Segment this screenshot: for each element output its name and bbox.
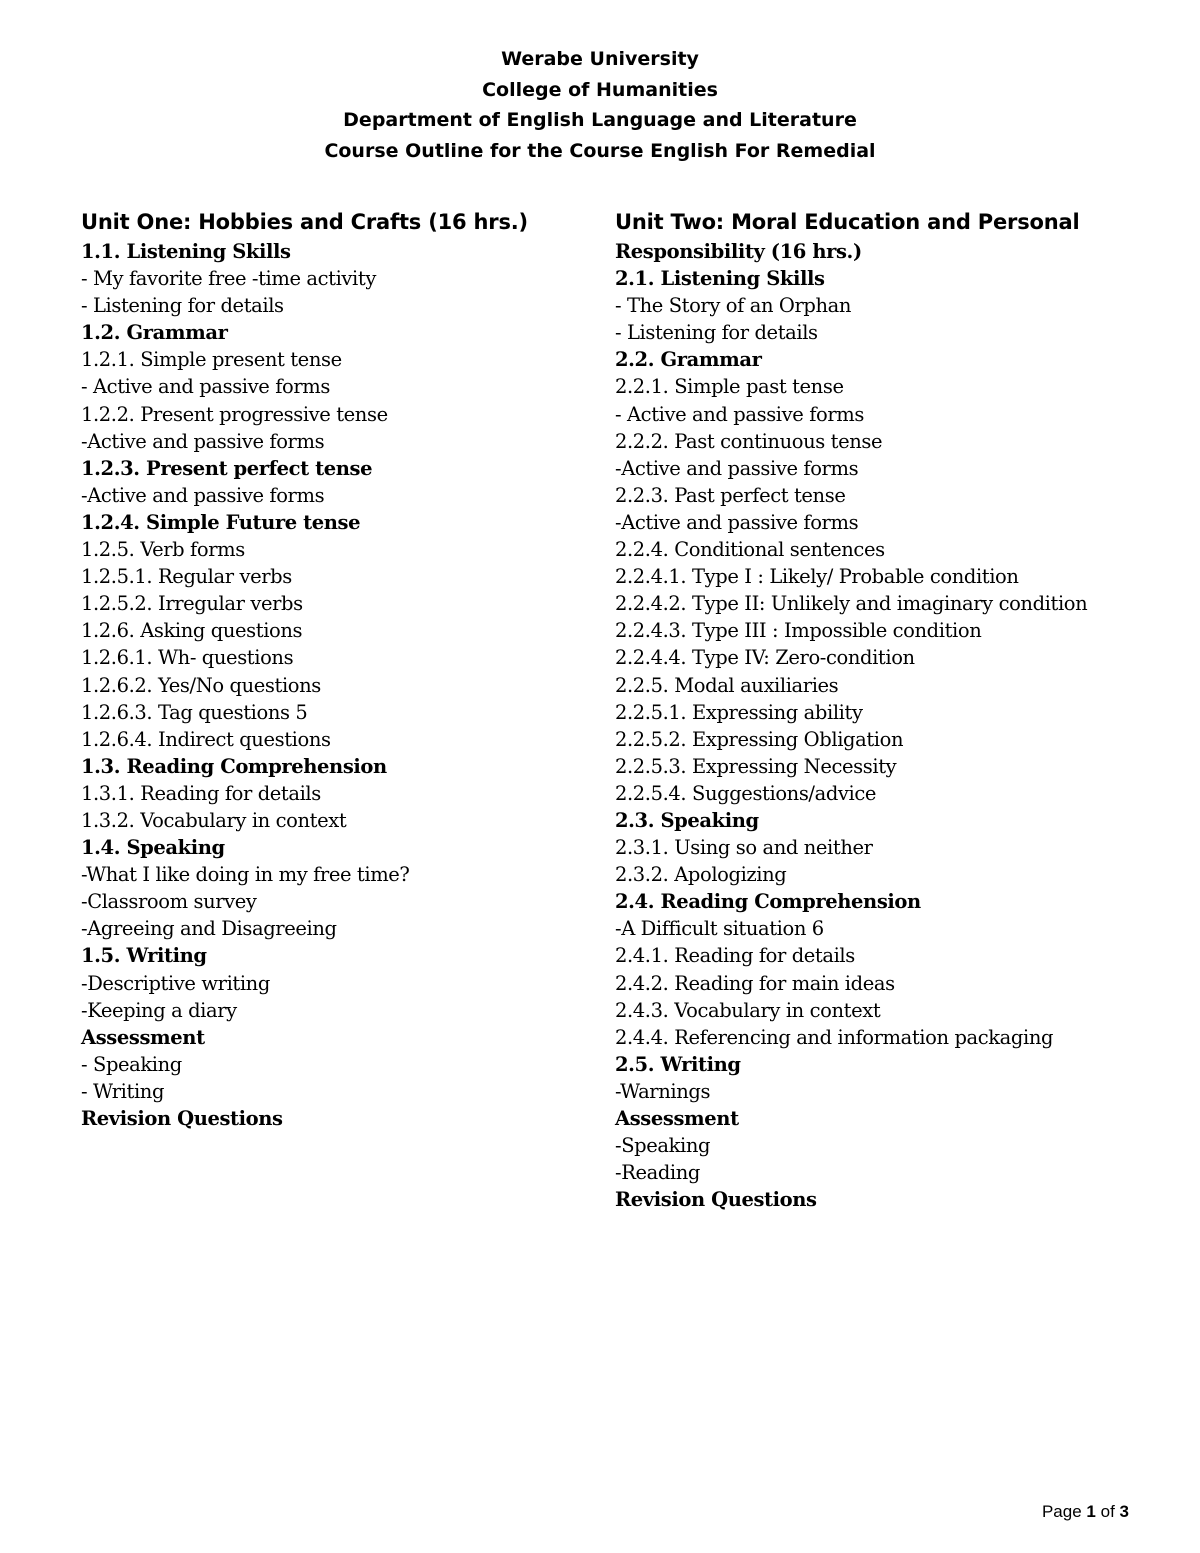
topic-item: -Warnings [615,1079,711,1103]
topic-item: -Speaking [615,1134,711,1158]
section-heading: Revision Questions [81,1107,283,1130]
topic-item: - Writing [81,1079,165,1103]
page-label: Page [1041,1502,1082,1521]
topic-item: -What I like doing in my free time? [81,863,410,887]
topic-item: 1.2.2. Present progressive tense [81,402,388,426]
topic-item: -Keeping a diary [81,998,237,1022]
section-heading: Assessment [615,1107,739,1130]
topic-item: -Active and passive forms [81,483,325,507]
topic-item: 2.2.3. Past perfect tense [615,483,846,507]
topic-item: 2.2.5. Modal auxiliaries [615,673,839,697]
topic-item: 2.2.5.3. Expressing Necessity [615,754,897,778]
topic-item: -Active and passive forms [615,456,859,480]
topic-item: 1.2.6.3. Tag questions 5 [81,700,308,724]
unit-two-topics [615,238,1175,1213]
topic-item: 2.2.4.2. Type II: Unlikely and imaginary condition [615,592,1088,616]
topic-item: 2.2.5.2. Expressing Obligation [615,727,904,751]
department-name: Department of English Language and Literature [343,109,857,131]
section-heading: 2.2. Grammar [615,348,762,372]
topic-item: 2.2.1. Simple past tense [615,375,844,399]
topic-item: - Active and passive forms [615,402,864,426]
topic-item: 2.2.4.4. Type IV: Zero-condition [615,646,915,670]
section-heading: 1.2.3. Present perfect tense [81,456,373,480]
topic-item: 2.2.4.1. Type I : Likely/ Probable condition [615,565,1019,589]
page-number: 1 [1086,1502,1096,1521]
topic-item: 2.2.4. Conditional sentences [615,538,885,562]
topic-item: 2.2.5.1. Expressing ability [615,700,863,724]
section-heading: 2.3. Speaking [615,808,759,832]
topic-item: -Classroom survey [81,890,257,914]
section-heading: 1.4. Speaking [81,836,225,860]
topic-item: 2.2.5.4. Suggestions/advice [615,781,877,805]
topic-item: 1.2.6. Asking questions [81,619,303,643]
section-heading: Responsibility (16 hrs.) [615,240,862,263]
topic-item: -Descriptive writing [81,971,270,995]
topic-item: - The Story of an Orphan [615,294,852,318]
topic-item: - Listening for details [81,294,284,318]
unit-one-topics [81,238,601,1132]
topic-item: 2.4.2. Reading for main ideas [615,971,895,995]
university-name: Werabe University [501,48,699,70]
topic-item: 2.2.4.3. Type III : Impossible condition [615,619,982,643]
section-heading: 1.5. Writing [81,944,207,968]
section-heading: 1.2. Grammar [81,321,228,345]
college-name: College of Humanities [482,78,718,101]
topic-item: -A Difficult situation 6 [615,917,824,941]
topic-item: - My favorite free -time activity [81,267,376,291]
unit-two-title: Unit Two: Moral Education and Personal [615,210,1080,234]
document-header [0,44,1200,166]
topic-item: 2.3.2. Apologizing [615,863,787,887]
topic-item: - Active and passive forms [81,375,330,399]
unit-two-column [615,206,1175,1213]
topic-item: 1.2.5.1. Regular verbs [81,565,292,589]
topic-item: 1.2.5. Verb forms [81,538,245,562]
unit-one-column [81,206,601,1132]
section-heading: 2.4. Reading Comprehension [615,890,921,914]
topic-item: 1.2.6.2. Yes/No questions [81,673,321,697]
topic-item: 2.4.1. Reading for details [615,944,855,968]
topic-item: -Reading [615,1161,700,1185]
section-heading: Assessment [81,1025,205,1049]
topic-item: - Speaking [81,1052,182,1076]
page-total: 3 [1119,1502,1129,1521]
topic-item: 2.4.3. Vocabulary in context [615,998,881,1022]
unit-one-title: Unit One: Hobbies and Crafts (16 hrs.) [81,210,528,234]
section-heading: 2.5. Writing [615,1052,741,1076]
section-heading: Revision Questions [615,1188,817,1212]
topic-item: 1.2.5.2. Irregular verbs [81,592,303,616]
topic-item: 1.3.2. Vocabulary in context [81,808,347,832]
page-footer [1042,1502,1129,1522]
of-label: of [1100,1502,1115,1521]
course-outline-title: Course Outline for the Course English For Remedial [324,139,876,162]
section-heading: 1.2.4. Simple Future tense [81,510,361,534]
topic-item: - Listening for details [615,321,818,345]
topic-item: -Active and passive forms [615,510,859,534]
topic-item: 1.2.1. Simple present tense [81,348,342,372]
section-heading: 2.1. Listening Skills [615,267,825,291]
topic-item: 1.3.1. Reading for details [81,781,321,805]
topic-item: 1.2.6.4. Indirect questions [81,727,331,751]
topic-item: 2.2.2. Past continuous tense [615,429,883,453]
section-heading: 1.1. Listening Skills [81,240,291,263]
topic-item: 2.4.4. Referencing and information packaging [615,1025,1054,1049]
topic-item: -Active and passive forms [81,429,325,453]
section-heading: 1.3. Reading Comprehension [81,754,387,778]
topic-item: 1.2.6.1. Wh- questions [81,646,294,670]
topic-item: 2.3.1. Using so and neither [615,836,873,860]
topic-item: -Agreeing and Disagreeing [81,917,337,941]
